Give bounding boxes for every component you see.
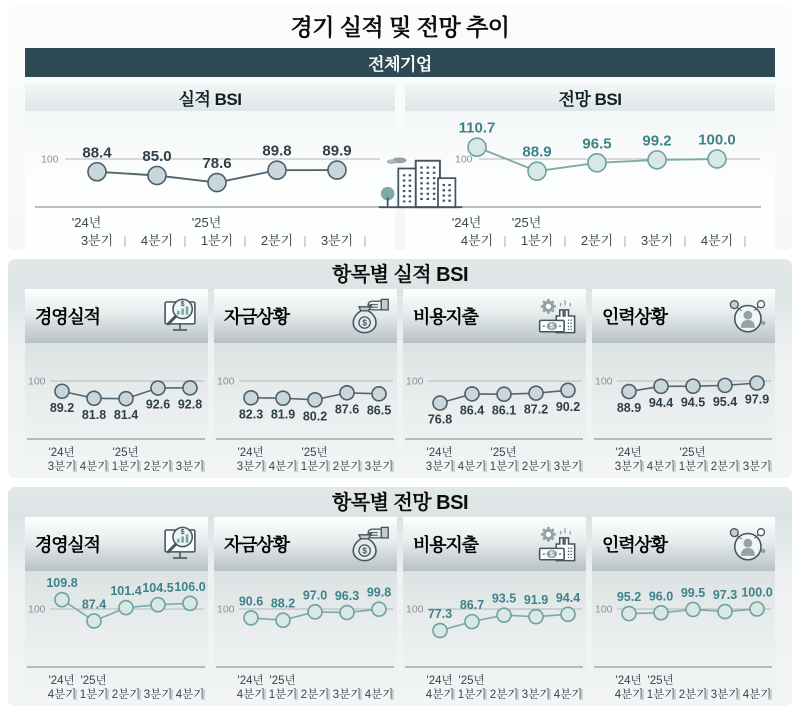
svg-text:4분기: 4분기 (140, 233, 174, 248)
card-outlook-management (25, 517, 208, 701)
svg-text:104.5: 104.5 (142, 581, 174, 596)
svg-text:'24년: '24년 (426, 675, 453, 687)
svg-text:106.0: 106.0 (174, 579, 206, 594)
svg-text:93.5: 93.5 (491, 591, 517, 606)
factory-expense-icon (537, 523, 579, 565)
svg-text:'24년: '24년 (71, 215, 102, 230)
svg-text:3분기: 3분기 (553, 461, 583, 473)
outlook-by-category-section (8, 487, 792, 706)
svg-text:'24년: '24년 (48, 675, 75, 687)
actual-management-chart (25, 343, 208, 473)
factory-expense-icon (537, 295, 579, 337)
svg-text:97.9: 97.9 (744, 392, 770, 407)
svg-text:2분기: 2분기 (710, 461, 740, 473)
outlook-bsi-panel-title: 전망 BSI (405, 84, 775, 111)
svg-text:96.3: 96.3 (334, 589, 360, 604)
svg-text:92.6: 92.6 (145, 397, 171, 412)
svg-text:81.4: 81.4 (113, 408, 139, 423)
svg-text:76.8: 76.8 (427, 412, 453, 427)
card-actual-funding (214, 289, 397, 473)
svg-text:87.2: 87.2 (523, 402, 549, 417)
svg-text:4분기: 4분기 (175, 689, 205, 701)
svg-text:94.4: 94.4 (555, 590, 581, 605)
outlook-expense-chart (403, 571, 586, 701)
svg-text:'25년: '25년 (269, 675, 296, 687)
svg-text:99.8: 99.8 (366, 585, 392, 600)
svg-text:1분기: 1분기 (457, 689, 487, 701)
svg-text:'25년: '25년 (80, 675, 107, 687)
card-actual-workforce (592, 289, 775, 473)
card-title: 인력상황 (602, 307, 667, 327)
card-title: 경영실적 (35, 535, 100, 555)
svg-text:89.2: 89.2 (49, 400, 75, 415)
svg-text:3분기: 3분기 (640, 233, 674, 248)
svg-text:3분기: 3분기 (80, 233, 114, 248)
actual-workforce-chart (592, 343, 775, 473)
svg-text:88.9: 88.9 (522, 143, 552, 161)
svg-text:4분기: 4분기 (742, 689, 772, 701)
monitor-magnifier-icon (159, 295, 201, 337)
svg-text:90.2: 90.2 (555, 399, 581, 414)
card-title: 자금상황 (224, 535, 289, 555)
svg-text:'25년: '25년 (490, 447, 517, 459)
svg-text:'25년: '25년 (458, 675, 485, 687)
svg-text:'24년: '24년 (615, 675, 642, 687)
people-network-icon (726, 523, 768, 565)
svg-text:1분기: 1분기 (200, 233, 234, 248)
svg-text:81.9: 81.9 (270, 407, 296, 422)
svg-text:100: 100 (455, 153, 473, 166)
svg-text:97.0: 97.0 (302, 588, 328, 603)
svg-text:92.8: 92.8 (177, 397, 203, 412)
svg-text:88.4: 88.4 (82, 144, 112, 162)
svg-text:88.2: 88.2 (270, 596, 296, 611)
card-title: 자금상황 (224, 307, 289, 327)
svg-text:3분기: 3분기 (332, 689, 362, 701)
svg-text:94.4: 94.4 (648, 395, 674, 410)
outlook-management-chart (25, 571, 208, 701)
svg-text:'25년: '25년 (511, 215, 542, 230)
svg-text:2분기: 2분기 (332, 461, 362, 473)
svg-text:86.5: 86.5 (366, 403, 392, 418)
svg-text:4분기: 4분기 (700, 233, 734, 248)
svg-text:'24년: '24년 (237, 675, 264, 687)
svg-text:1분기: 1분기 (489, 461, 519, 473)
svg-text:1분기: 1분기 (646, 689, 676, 701)
svg-text:'24년: '24년 (237, 447, 264, 459)
actual-funding-chart (214, 343, 397, 473)
svg-text:101.4: 101.4 (110, 584, 142, 599)
card-title: 인력상황 (602, 535, 667, 555)
svg-text:$: $ (549, 549, 554, 559)
svg-text:2분기: 2분기 (300, 689, 330, 701)
svg-text:100: 100 (28, 375, 46, 388)
svg-text:'25년: '25년 (679, 447, 706, 459)
svg-text:3분기: 3분기 (614, 461, 644, 473)
svg-text:78.6: 78.6 (202, 155, 232, 173)
svg-text:96.5: 96.5 (582, 135, 612, 153)
svg-text:4분기: 4분기 (236, 689, 266, 701)
svg-text:109.8: 109.8 (46, 576, 78, 591)
svg-text:3분기: 3분기 (175, 461, 205, 473)
svg-text:85.0: 85.0 (142, 148, 172, 165)
svg-text:$: $ (180, 528, 185, 536)
card-outlook-funding (214, 517, 397, 701)
svg-text:2분기: 2분기 (521, 461, 551, 473)
card-title: 비용지출 (413, 535, 478, 555)
actual-bsi-panel-title: 실적 BSI (25, 84, 395, 111)
money-bag-icon (348, 523, 390, 565)
overview-section (8, 6, 792, 250)
svg-text:110.7: 110.7 (458, 119, 496, 137)
actual-cards-row (25, 289, 775, 478)
buildings-icon (377, 153, 469, 211)
svg-text:2분기: 2분기 (143, 461, 173, 473)
svg-text:3분기: 3분기 (236, 461, 266, 473)
svg-text:3분기: 3분기 (364, 461, 394, 473)
svg-text:95.4: 95.4 (712, 394, 738, 409)
actual-bsi-panel (25, 84, 395, 250)
actual-by-category-section (8, 259, 792, 478)
svg-text:100: 100 (406, 603, 424, 616)
svg-text:4분기: 4분기 (79, 461, 109, 473)
svg-text:100: 100 (217, 375, 235, 388)
svg-text:2분기: 2분기 (678, 689, 708, 701)
svg-text:4분기: 4분기 (268, 461, 298, 473)
svg-text:4분기: 4분기 (47, 689, 77, 701)
svg-text:3분기: 3분기 (320, 233, 354, 248)
svg-text:77.3: 77.3 (427, 607, 453, 622)
svg-text:$: $ (362, 545, 367, 556)
svg-text:1분기: 1분기 (300, 461, 330, 473)
svg-text:95.2: 95.2 (616, 590, 642, 605)
svg-text:2분기: 2분기 (111, 689, 141, 701)
svg-text:3분기: 3분기 (742, 461, 772, 473)
money-bag-icon (348, 295, 390, 337)
svg-text:100: 100 (595, 375, 613, 388)
outlook-section-title: 항목별 전망 BSI (331, 492, 469, 514)
outlook-workforce-chart (592, 571, 775, 701)
svg-text:4분기: 4분기 (425, 689, 455, 701)
svg-text:96.0: 96.0 (648, 589, 674, 604)
svg-text:97.3: 97.3 (712, 588, 738, 603)
svg-text:87.4: 87.4 (81, 597, 107, 612)
page-title: 경기 실적 및 전망 추이 (290, 14, 510, 40)
svg-text:100: 100 (28, 603, 46, 616)
svg-text:99.2: 99.2 (642, 132, 672, 150)
actual-bsi-chart (25, 111, 395, 250)
outlook-cards-row (25, 517, 775, 706)
card-actual-expense (403, 289, 586, 473)
svg-text:$: $ (180, 300, 185, 308)
svg-text:90.6: 90.6 (238, 594, 264, 609)
svg-text:1분기: 1분기 (520, 233, 554, 248)
svg-text:3분기: 3분기 (521, 689, 551, 701)
svg-text:89.8: 89.8 (262, 142, 292, 160)
svg-text:100.0: 100.0 (741, 585, 773, 600)
svg-text:2분기: 2분기 (489, 689, 519, 701)
svg-text:94.5: 94.5 (680, 395, 706, 410)
svg-text:82.3: 82.3 (238, 407, 264, 422)
monitor-magnifier-icon (159, 523, 201, 565)
card-outlook-expense (403, 517, 586, 701)
svg-text:3분기: 3분기 (425, 461, 455, 473)
svg-text:100.0: 100.0 (698, 131, 736, 149)
svg-text:100: 100 (41, 153, 59, 166)
svg-text:'24년: '24년 (48, 447, 75, 459)
svg-text:1분기: 1분기 (79, 689, 109, 701)
svg-text:4분기: 4분기 (646, 461, 676, 473)
outlook-funding-chart (214, 571, 397, 701)
svg-text:100: 100 (217, 603, 235, 616)
svg-text:2분기: 2분기 (580, 233, 614, 248)
svg-text:'24년: '24년 (451, 215, 482, 230)
card-title: 경영실적 (35, 307, 100, 327)
svg-text:89.9: 89.9 (322, 142, 352, 160)
svg-text:4분기: 4분기 (457, 461, 487, 473)
card-title: 비용지출 (413, 307, 478, 327)
svg-text:4분기: 4분기 (553, 689, 583, 701)
svg-text:$: $ (549, 321, 554, 331)
svg-text:'25년: '25년 (301, 447, 328, 459)
svg-text:100: 100 (406, 375, 424, 388)
svg-text:1분기: 1분기 (678, 461, 708, 473)
svg-text:86.1: 86.1 (491, 403, 517, 418)
actual-expense-chart (403, 343, 586, 473)
svg-text:88.9: 88.9 (616, 401, 642, 416)
card-outlook-workforce (592, 517, 775, 701)
svg-text:86.7: 86.7 (459, 598, 485, 613)
group-label: 전체기업 (368, 55, 432, 74)
people-network-icon (726, 295, 768, 337)
svg-text:'24년: '24년 (426, 447, 453, 459)
group-label-bar (25, 48, 775, 77)
svg-text:4분기: 4분기 (364, 689, 394, 701)
svg-text:'25년: '25년 (191, 215, 222, 230)
svg-text:2분기: 2분기 (260, 233, 294, 248)
svg-text:'24년: '24년 (615, 447, 642, 459)
svg-text:99.5: 99.5 (680, 585, 706, 600)
svg-text:91.9: 91.9 (523, 593, 549, 608)
svg-text:4분기: 4분기 (460, 233, 494, 248)
svg-text:3분기: 3분기 (143, 689, 173, 701)
svg-text:100: 100 (595, 603, 613, 616)
svg-text:1분기: 1분기 (268, 689, 298, 701)
card-actual-management (25, 289, 208, 473)
svg-text:3분기: 3분기 (47, 461, 77, 473)
svg-text:'25년: '25년 (112, 447, 139, 459)
svg-text:80.2: 80.2 (302, 409, 328, 424)
svg-text:87.6: 87.6 (334, 402, 360, 417)
svg-text:'25년: '25년 (647, 675, 674, 687)
svg-text:81.8: 81.8 (81, 407, 107, 422)
svg-text:4분기: 4분기 (614, 689, 644, 701)
svg-text:$: $ (362, 317, 367, 328)
svg-text:86.4: 86.4 (459, 403, 485, 418)
svg-text:1분기: 1분기 (111, 461, 141, 473)
actual-section-title: 항목별 실적 BSI (331, 264, 469, 286)
svg-text:3분기: 3분기 (710, 689, 740, 701)
